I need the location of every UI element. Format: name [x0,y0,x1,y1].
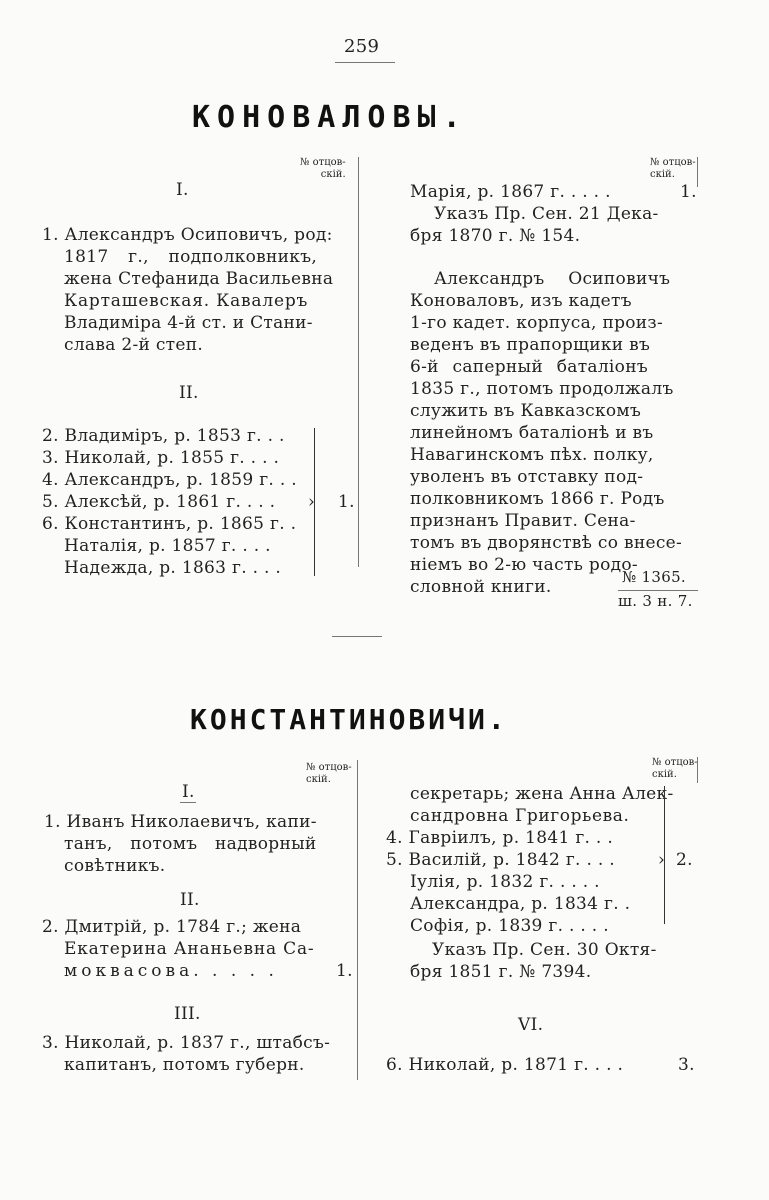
para-line: 6-й саперный баталіонъ [410,357,648,377]
list-item: 4. Александръ, р. 1859 г. . . [42,470,297,490]
para-line: 1835 г., потомъ продолжалъ [410,379,674,399]
col-divider-left [357,760,358,1080]
entry-line: секретарь; жена Анна Алек- [410,784,674,804]
entry-line: совѣтникъ. [64,856,166,876]
list-item: 6. Константинъ, р. 1865 г. . [42,514,297,534]
col-divider-left [358,157,359,567]
father-number: 1. [336,961,353,981]
entry-line: Марія, р. 1867 г. . . . . [410,182,611,202]
col-header-left: № отцов- скій. [306,762,352,785]
section-separator [332,636,382,637]
list-item: 5. Василій, р. 1842 г. . . . [386,850,615,870]
father-number: 3. [678,1055,695,1075]
para-line: уволенъ въ отставку под- [410,467,644,487]
col-header-right: № отцов- скій. [652,757,698,780]
col-header-right: № отцов- скій. [650,157,696,180]
archive-location: ш. 3 н. 7. [618,592,693,610]
list-item: 4. Гавріилъ, р. 1841 г. . . [386,828,614,848]
decree-line: Указъ Пр. Сен. 30 Октя- [432,940,657,960]
entry-line: бря 1870 г. № 154. [410,226,581,246]
archive-number: № 1365. [622,568,687,586]
list-item: 6. Николай, р. 1871 г. . . . [386,1055,624,1075]
list-item: 5. Алексѣй, р. 1861 г. . . . [42,492,276,512]
entry-line: 1. Александръ Осиповичъ, род: [42,225,333,245]
entry-line: танъ, потомъ надворный [64,834,317,854]
entry-line: 1817 г., подполковникъ, [64,247,318,267]
entry-line: сандровна Григорьева. [410,806,630,826]
brace-point: › [308,492,316,512]
para-line: линейномъ баталіонѣ и въ [410,423,654,443]
list-item: Надежда, р. 1863 г. . . . [64,558,282,578]
entry-line: Екатерина Ананьевна Са- [64,939,315,959]
entry-line: Карташевская. Кавалеръ [64,291,309,311]
page-number: 259 [344,36,380,57]
para-line: Александръ Осиповичъ [434,269,671,289]
generation-heading: III. [174,1004,201,1024]
generation-heading: II. [180,890,200,910]
para-line: словной книги. [410,577,552,597]
entry-line: 1. Иванъ Николаевичъ, капи- [44,812,317,832]
para-line: Коноваловъ, изъ кадетъ [410,291,632,311]
col-divider-right [697,757,698,783]
decree-line: бря 1851 г. № 7394. [410,962,592,982]
para-line: полковникомъ 1866 г. Родъ [410,489,665,509]
brace-point: › [658,850,666,870]
gen-underline [180,802,196,803]
entry-line: моквасова. . . . . [64,961,278,981]
generation-heading: I. [182,782,195,802]
list-item: Наталія, р. 1857 г. . . . [64,536,271,556]
list-item: 2. Владиміръ, р. 1853 г. . . [42,426,285,446]
para-line: служить въ Кавказскомъ [410,401,642,421]
entry-line: Владиміра 4-й ст. и Стани- [64,313,313,333]
para-line: томъ въ дворянствѣ со внесе- [410,533,683,553]
list-item: Александра, р. 1834 г. . [410,894,631,914]
para-line: признанъ Правит. Сена- [410,511,636,531]
list-item: Іулія, р. 1832 г. . . . . [410,872,600,892]
father-number: 1. [680,182,697,202]
generation-heading: I. [176,180,189,200]
para-line: 1-го кадет. корпуса, произ- [410,313,664,333]
list-item: Софія, р. 1839 г. . . . . [410,916,609,936]
entry-line: жена Стефанида Васильевна [64,269,334,289]
section-title-konovalovy: КОНОВАЛОВЫ. [192,100,468,135]
father-number: 1. [338,492,355,512]
para-line: ніемъ во 2-ю часть родо- [410,555,638,575]
generation-heading: VI. [518,1015,544,1035]
entry-line: Указъ Пр. Сен. 21 Дека- [434,204,659,224]
entry-line: 2. Дмитрій, р. 1784 г.; жена [42,917,302,937]
para-line: веденъ въ прапорщики въ [410,335,651,355]
generation-heading: II. [179,383,199,403]
section-title-konstantinovichi: КОНСТАНТИНОВИЧИ. [190,703,508,736]
reference-rule [618,590,698,591]
entry-line: капитанъ, потомъ губерн. [64,1055,305,1075]
entry-line: слава 2-й степ. [64,335,204,355]
father-number: 2. [676,850,693,870]
col-header-left: № отцов- скій. [300,157,346,180]
col-divider-right [697,157,698,187]
para-line: Навагинскомъ пѣх. полку, [410,445,654,465]
list-item: 3. Николай, р. 1855 г. . . . [42,448,280,468]
page-number-rule [335,62,395,63]
entry-line: 3. Николай, р. 1837 г., штабсъ- [42,1033,331,1053]
